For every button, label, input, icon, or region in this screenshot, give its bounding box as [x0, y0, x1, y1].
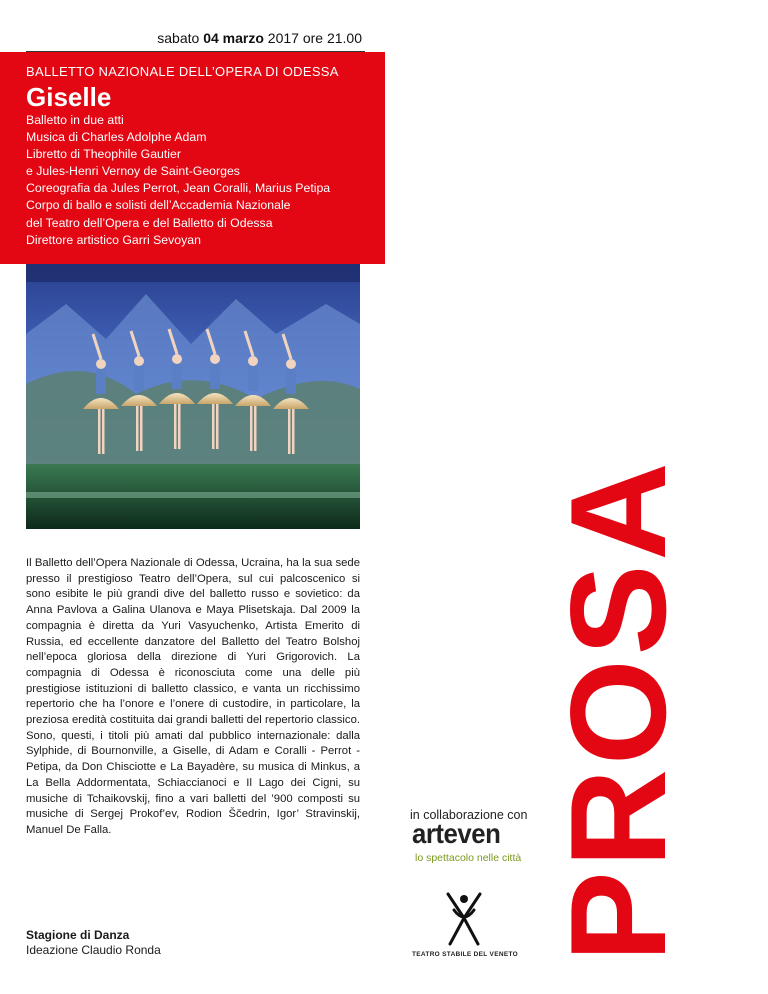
event-credits	[26, 112, 330, 249]
credit-line: Balletto in due atti	[26, 113, 124, 127]
credit-line: del Teatro dell’Opera e del Balletto di Odessa	[26, 215, 273, 230]
ballet-stage-illustration	[26, 264, 360, 529]
date-prefix: sabato	[157, 30, 204, 46]
event-title: Giselle	[26, 82, 112, 112]
credit-line: Coreografia da Jules Perrot, Jean Coralli, Marius Petipa	[26, 181, 331, 196]
credit-line: Direttore artistico Garri Sevoyan	[26, 232, 201, 247]
credit-line: Libretto di Theophile Gautier	[26, 147, 181, 162]
category-label: PROSA	[542, 458, 694, 962]
credit-line: e Jules-Henri Vernoy de Saint-Georges	[26, 164, 240, 179]
date-day: 04 marzo	[203, 30, 264, 46]
company-name: BALLETTO NAZIONALE DELL’OPERA DI ODESSA	[26, 64, 339, 79]
event-header-box	[0, 52, 385, 264]
company-description: Il Balletto dell’Opera Nazionale di Odessa, Ucraina, ha la sua sede presso il prestigioso Teatro dell’Opera, sul cui palcoscenico si sono esibite le più grandi dive del balletto russo e sovietico: da Anna Pavlova a Galina Ulanova e Maya Plisetskaja. Dal 2009 la compagnia è diretta da Yuri Vasyuchenko, Artista Emerito di Russia, ed eccellente danzatore del Balletto del Teatro Bolshoj nell’epoca gloriosa della direzione di Yuri Grigorovich. La compagnia di Odessa è riconosciuta come una delle più prestigiose istituzioni di balletto classico, e vanta un ricchissimo repertorio che ha l’onore e l’onere di custodire, in particolare, la preziosa eredità costituita dai grandi balletti del repertorio classico. Sono, questi, i titoli più amati dal pubblico internazionale: dalla Sylphide, di Bournonville, a Giselle, di Adam e Coralli - Perrot - Petipa, da Don Chisciotte e La Bayadère, su musica di Minkus, a La Bella Addormentata, Schiaccianoci e Il Lago dei Cigni, su musiche di Tchaikovskij, fino a vari balletti del ’900 composti su musiche di Sergej Prokof’ev, Rodion Ščedrin, Igor’ Stravinskij, Manuel De Falla.	[26, 557, 360, 836]
arteven-logo-text: arteven	[412, 818, 501, 849]
season-idea: Ideazione Claudio Ronda	[26, 943, 161, 957]
tsv-name: TEATRO STABILE DEL VENETO	[412, 951, 518, 958]
credit-line: Corpo di ballo e solisti dell’Accademia Nazionale	[26, 198, 291, 213]
date-suffix: 2017 ore 21.00	[263, 30, 362, 46]
collaboration-label: in collaborazione con	[410, 808, 528, 822]
ballet-photo	[26, 264, 360, 529]
arteven-tagline: lo spettacolo nelle città	[415, 852, 522, 864]
tsv-logo-icon	[440, 890, 488, 950]
credit-line: Musica di Charles Adolphe Adam	[26, 130, 207, 145]
season-name: Stagione di Danza	[26, 928, 130, 942]
event-date	[0, 30, 362, 46]
season-info	[26, 928, 161, 958]
